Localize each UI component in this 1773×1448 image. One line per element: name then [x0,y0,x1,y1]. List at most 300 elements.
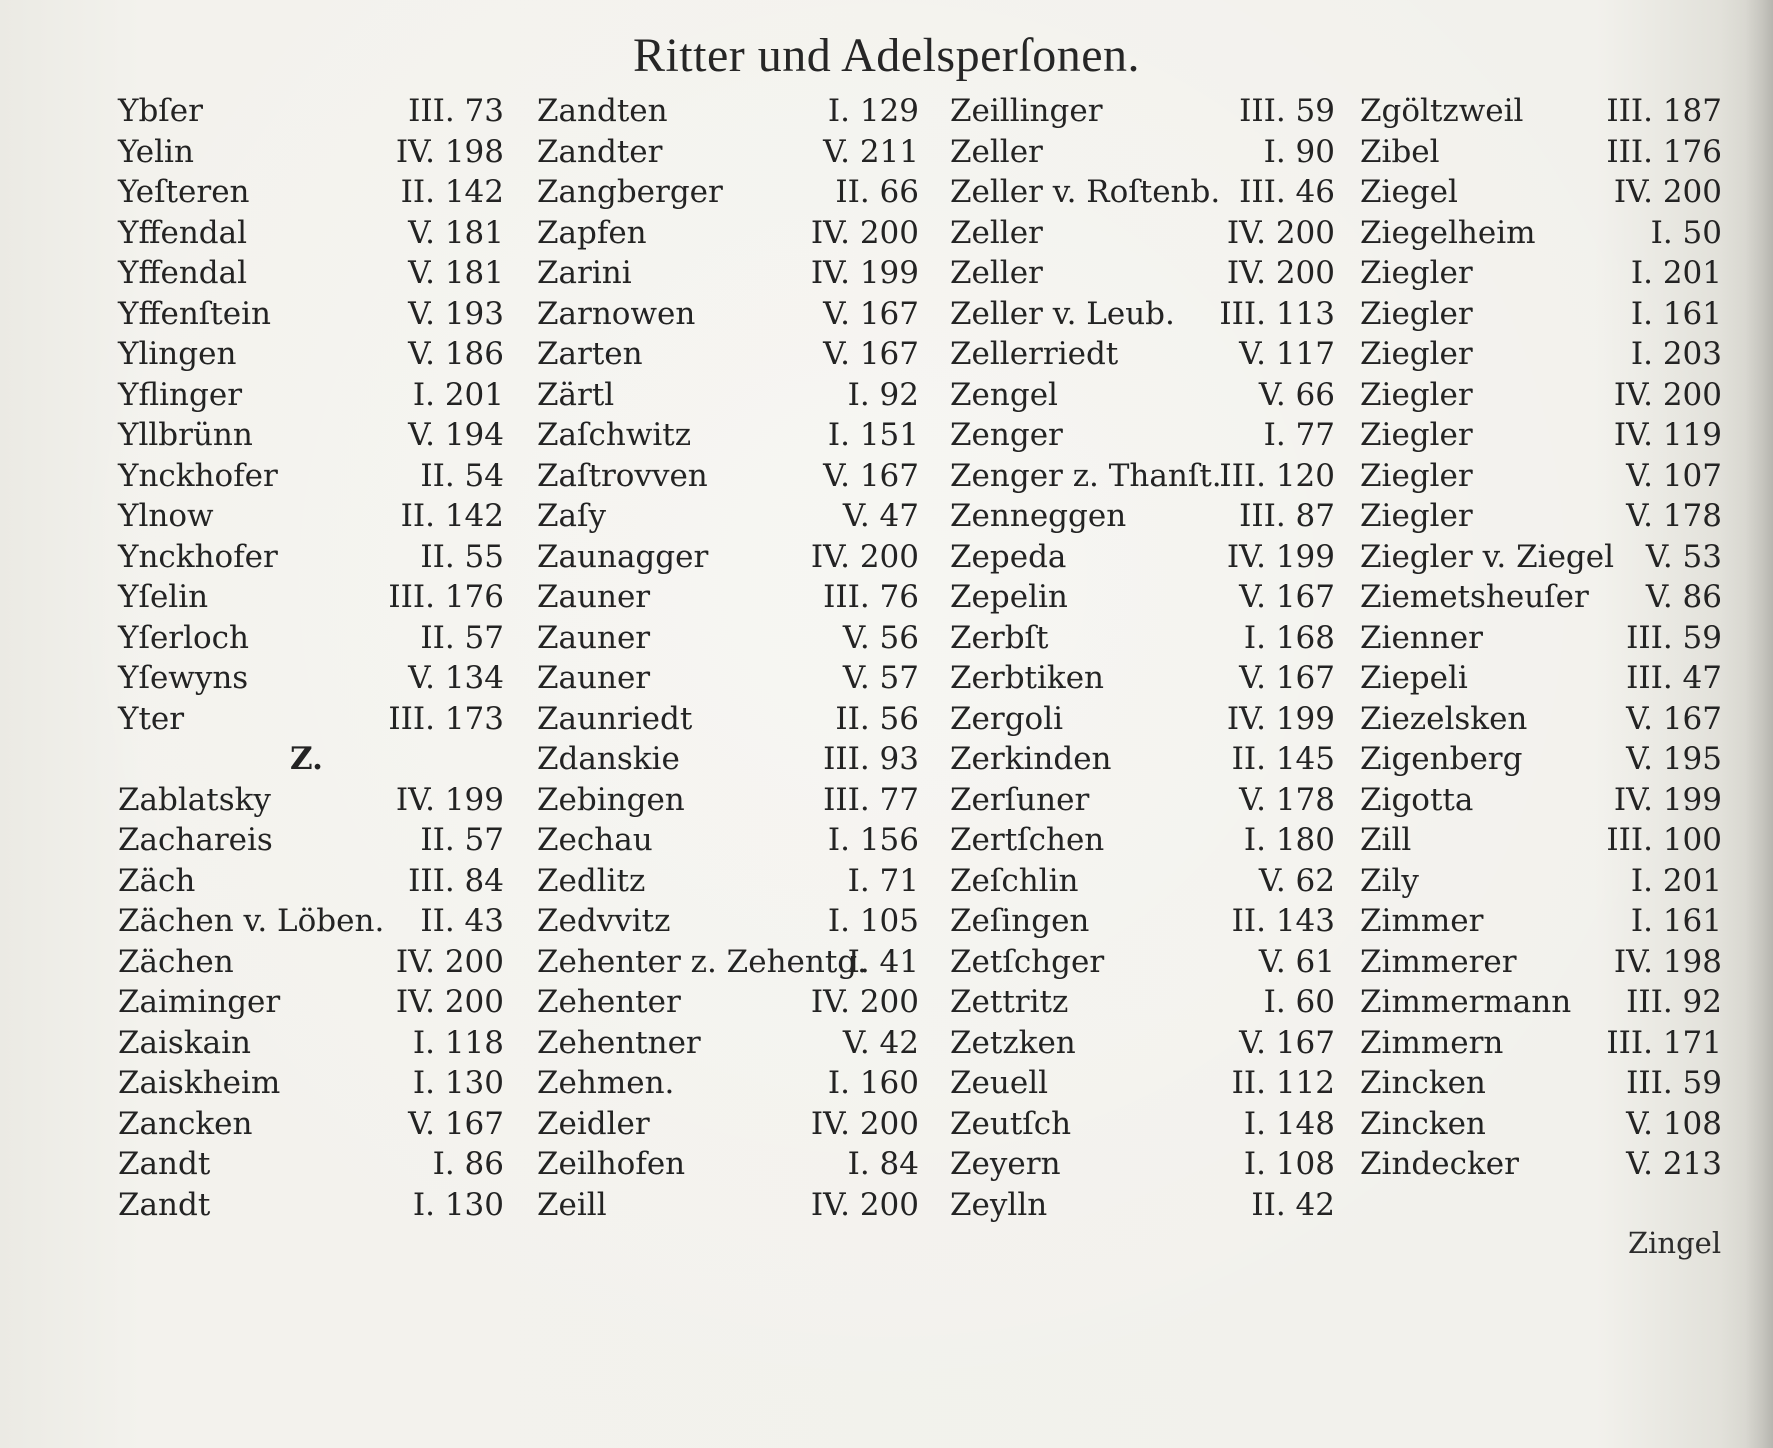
entry-name: Zaiskheim [118,1065,281,1101]
entry-reference: V. 66 [1258,376,1335,413]
entry-name: Zenger z. Thanſt. [950,457,1222,494]
index-entry [1360,942,1722,983]
entry-name: Zetzken [950,1024,1076,1061]
index-entry [1360,658,1722,699]
entry-reference: III. 59 [1626,1065,1722,1101]
index-entry [1360,820,1722,861]
entry-reference: I. 90 [1263,133,1335,170]
index-entry [950,699,1335,740]
entry-reference: IV. 199 [1226,538,1335,575]
entry-name: Zachareis [118,822,273,858]
index-entry [537,618,919,659]
entry-reference: V. 213 [1626,1146,1722,1182]
entry-name: Ziegler [1360,295,1473,332]
entry-reference: V. 178 [1626,498,1722,534]
entry-name: Zedvvitz [537,903,671,939]
entry-reference: IV. 200 [810,984,919,1020]
entry-reference: I. 77 [1263,417,1335,453]
entry-reference: III. 187 [1606,93,1722,129]
entry-name: Ziepeli [1360,660,1468,696]
index-entry [537,1023,919,1064]
index-entry [537,172,919,213]
index-entry [1360,739,1722,780]
entry-reference: V. 62 [1258,862,1335,899]
entry-reference: V. 178 [1239,781,1335,818]
entry-name: Zeller [950,255,1043,291]
entry-name: Zepelin [950,579,1068,615]
entry-name: Zill [1360,822,1412,858]
index-entry [950,375,1335,416]
index-entry [537,375,919,416]
entry-name: Yſerloch [118,619,250,656]
index-entry [537,1185,919,1226]
entry-name: Zeſchlin [950,862,1079,899]
entry-reference: II. 56 [835,700,919,737]
entry-name: Yflinger [118,376,243,413]
entry-name: Zaſtrovven [537,457,708,494]
index-entry [537,213,919,254]
entry-name: Zauner [537,579,651,615]
entry-reference: II. 57 [420,822,504,858]
entry-name: Zehmen. [537,1065,675,1101]
entry-reference: V. 167 [1239,660,1335,696]
index-entry [950,1144,1335,1185]
index-entry [118,618,504,659]
entry-reference: III. 87 [1239,498,1335,534]
entry-reference: IV. 119 [1613,417,1722,453]
index-entry [1360,456,1722,497]
entry-name: Zertſchen [950,822,1105,858]
index-entry [950,901,1335,942]
entry-reference: V. 108 [1626,1105,1722,1142]
index-entry [537,415,919,456]
entry-reference: II. 145 [1231,741,1335,777]
section-letter-label: Z. [290,741,323,777]
index-column-2 [537,91,919,1225]
entry-reference: I. 105 [827,903,919,939]
entry-name: Ylnow [118,498,214,534]
entry-name: Yeſteren [118,174,250,210]
entry-name: Zeyern [950,1146,1061,1182]
entry-name: Zenneggen [950,498,1127,534]
index-entry [537,1104,919,1145]
entry-reference: III. 120 [1219,457,1335,494]
entry-reference: III. 92 [1626,984,1722,1020]
index-entry [950,91,1335,132]
entry-name: Zeidler [537,1105,650,1142]
entry-reference: V. 42 [842,1024,919,1061]
index-entry [950,780,1335,821]
entry-name: Zaiskain [118,1024,251,1061]
entry-reference: I. 41 [847,943,919,980]
page-edge-shadow [1745,0,1773,1448]
entry-name: Zeſingen [950,903,1090,939]
entry-name: Zeller v. Roſtenb. [950,174,1221,210]
index-entry [537,901,919,942]
entry-reference: V. 61 [1258,943,1335,980]
entry-name: Zienner [1360,619,1483,656]
entry-reference: V. 194 [408,417,504,453]
entry-reference: I. 86 [432,1146,504,1182]
entry-reference: V. 211 [823,133,919,170]
entry-name: Zerkinden [950,741,1112,777]
index-entry [537,537,919,578]
index-entry [537,253,919,294]
entry-reference: IV. 199 [1613,781,1722,818]
index-entry [950,172,1335,213]
entry-name: Yffendal [118,255,248,291]
entry-reference: IV. 199 [1226,700,1335,737]
index-entry [1360,699,1722,740]
index-entry [950,334,1335,375]
entry-name: Zärtl [537,376,615,413]
index-entry [950,537,1335,578]
index-entry [1360,496,1722,537]
entry-reference: I. 130 [412,1186,504,1223]
entry-name: Zerbſt [950,619,1049,656]
section-letter [118,739,504,780]
index-entry [118,294,504,335]
entry-name: Zablatsky [118,781,271,818]
entry-reference: V. 86 [1645,579,1722,615]
entry-name: Ziegel [1360,174,1458,210]
entry-name: Zächen [118,943,234,980]
index-entry [1360,91,1722,132]
entry-reference: V. 167 [1626,700,1722,737]
entry-reference: IV. 200 [1226,255,1335,291]
entry-reference: IV. 198 [395,133,504,170]
entry-reference: I. 60 [1263,984,1335,1020]
index-entry [537,1063,919,1104]
index-column-3 [950,91,1335,1225]
index-entry [118,375,504,416]
entry-name: Zehenter [537,984,681,1020]
entry-name: Zarnowen [537,295,696,332]
index-entry [537,982,919,1023]
entry-name: Zäch [118,862,196,899]
index-entry [950,577,1335,618]
entry-reference: I. 148 [1243,1105,1335,1142]
entry-name: Zangberger [537,174,723,210]
entry-reference: III. 77 [823,781,919,818]
index-entry [1360,537,1722,578]
entry-reference: III. 176 [1606,133,1722,170]
entry-reference: III. 173 [388,700,504,737]
entry-name: Zigenberg [1360,741,1523,777]
entry-reference: I. 201 [1630,862,1722,899]
entry-name: Zächen v. Löben. [118,903,385,939]
index-entry [950,1104,1335,1145]
entry-reference: II. 66 [835,174,919,210]
index-entry [118,1023,504,1064]
entry-name: Zeillinger [950,93,1103,129]
entry-reference: IV. 200 [810,1186,919,1223]
entry-reference: II. 57 [420,619,504,656]
index-entry [118,982,504,1023]
index-entry [537,91,919,132]
index-entry [118,942,504,983]
entry-reference: V. 56 [842,619,919,656]
entry-reference: II. 142 [400,174,504,210]
index-entry [950,618,1335,659]
entry-name: Zeylln [950,1186,1048,1223]
entry-reference: I. 161 [1630,295,1722,332]
index-entry [118,537,504,578]
entry-name: Zenger [950,417,1063,453]
entry-reference: IV. 200 [810,538,919,575]
entry-reference: III. 73 [408,93,504,129]
entry-reference: II. 43 [420,903,504,939]
entry-reference: III. 84 [408,862,504,899]
entry-reference: V. 57 [842,660,919,696]
entry-reference: I. 151 [827,417,919,453]
index-entry [1360,1104,1722,1145]
index-entry [1360,982,1722,1023]
index-entry [118,253,504,294]
entry-reference: IV. 199 [395,781,504,818]
entry-name: Zepeda [950,538,1067,575]
entry-name: Ziegler v. Ziegel [1360,538,1615,575]
entry-name: Zeller [950,214,1043,251]
entry-reference: I. 50 [1650,214,1722,251]
entry-reference: III. 47 [1626,660,1722,696]
index-entry [1360,1144,1722,1185]
entry-name: Zergoli [950,700,1064,737]
index-entry [118,172,504,213]
index-entry [537,780,919,821]
entry-reference: V. 186 [408,336,504,372]
page-title: Ritter und Adelsperſonen. [632,29,1141,82]
index-entry [118,861,504,902]
entry-name: Ziezelsken [1360,700,1528,737]
entry-name: Zarten [537,336,643,372]
index-entry [1360,861,1722,902]
index-entry [1360,294,1722,335]
index-entry [537,334,919,375]
entry-name: Zauner [537,660,651,696]
index-entry [118,1063,504,1104]
entry-name: Ylingen [118,336,237,372]
entry-reference: I. 118 [412,1024,504,1061]
entry-reference: V. 167 [823,457,919,494]
index-entry [950,982,1335,1023]
entry-reference: V. 53 [1645,538,1722,575]
entry-reference: IV. 200 [1613,376,1722,413]
entry-name: Yſewyns [118,660,249,696]
index-entry [118,901,504,942]
index-entry [1360,1063,1722,1104]
entry-name: Zdanskie [537,741,680,777]
index-entry [537,820,919,861]
entry-reference: IV. 200 [1613,174,1722,210]
index-entry [118,699,504,740]
entry-reference: V. 47 [842,498,919,534]
index-entry [950,132,1335,173]
entry-reference: IV. 200 [395,943,504,980]
index-entry [950,861,1335,902]
entry-reference: V. 181 [408,255,504,291]
entry-reference: III. 113 [1219,295,1335,332]
entry-reference: III. 100 [1606,822,1722,858]
entry-reference: V. 193 [408,295,504,332]
entry-reference: I. 201 [412,376,504,413]
index-entry [118,456,504,497]
entry-name: Ynckhofer [118,538,278,575]
entry-name: Ziegelheim [1360,214,1536,251]
index-entry [118,780,504,821]
entry-reference: I. 129 [827,93,919,129]
index-entry [118,658,504,699]
index-entry [950,253,1335,294]
entry-reference: III. 76 [823,579,919,615]
entry-reference: I. 156 [827,822,919,858]
entry-reference: I. 71 [847,862,919,899]
entry-reference: V. 181 [408,214,504,251]
entry-name: Zimmermann [1360,984,1572,1020]
entry-name: Ziemetsheuſer [1360,579,1589,615]
index-entry [1360,415,1722,456]
entry-reference: I. 180 [1243,822,1335,858]
entry-name: Zerſuner [950,781,1090,818]
entry-name: Ziegler [1360,417,1473,453]
entry-name: Zandt [118,1186,211,1223]
entry-reference: I. 92 [847,376,919,413]
entry-name: Zebingen [537,781,685,818]
entry-name: Zindecker [1360,1146,1519,1182]
entry-reference: V. 134 [408,660,504,696]
entry-name: Zeller [950,133,1043,170]
entry-reference: V. 167 [408,1105,504,1142]
entry-name: Zeutſch [950,1105,1072,1142]
entry-reference: I. 203 [1630,336,1722,372]
entry-name: Zincken [1360,1065,1486,1101]
index-entry [537,658,919,699]
entry-name: Zetſchger [950,943,1105,980]
entry-name: Yllbrünn [118,417,253,453]
index-entry [537,456,919,497]
entry-name: Zauner [537,619,651,656]
index-entry [950,1185,1335,1226]
index-entry [118,577,504,618]
index-entry [118,91,504,132]
entry-name: Zeuell [950,1065,1049,1101]
entry-name: Zengel [950,376,1058,413]
index-entry [950,415,1335,456]
entry-name: Zimmerer [1360,943,1517,980]
index-entry [950,496,1335,537]
index-entry [950,820,1335,861]
entry-reference: II. 143 [1231,903,1335,939]
entry-name: Zimmern [1360,1024,1504,1061]
entry-reference: IV. 199 [810,255,919,291]
entry-reference: II. 55 [420,538,504,575]
index-entry [1360,1023,1722,1064]
entry-name: Zaunriedt [537,700,693,737]
index-entry [950,658,1335,699]
entry-name: Ziegler [1360,255,1473,291]
index-entry [118,415,504,456]
index-entry [118,1185,504,1226]
index-entry [1360,172,1722,213]
index-entry [1360,334,1722,375]
entry-reference: III. 93 [823,741,919,777]
entry-name: Zandter [537,133,663,170]
index-entry [950,942,1335,983]
entry-reference: IV. 200 [810,1105,919,1142]
entry-name: Ziegler [1360,457,1473,494]
index-entry [950,213,1335,254]
entry-name: Yſelin [118,579,209,615]
entry-reference: III. 171 [1606,1024,1722,1061]
index-column-1 [118,91,504,1225]
index-entry [537,942,919,983]
entry-name: Zibel [1360,133,1440,170]
entry-name: Ziegler [1360,498,1473,534]
entry-name: Zaſy [537,498,607,534]
entry-reference: V. 167 [1239,1024,1335,1061]
entry-name: Ziegler [1360,336,1473,372]
entry-name: Zechau [537,822,653,858]
entry-name: Zandten [537,93,668,129]
index-entry [118,820,504,861]
index-column-4 [1360,91,1722,1185]
entry-reference: V. 167 [823,336,919,372]
entry-name: Zincken [1360,1105,1486,1142]
entry-name: Yffendal [118,214,248,251]
entry-reference: II. 142 [400,498,504,534]
index-entry [950,456,1335,497]
index-entry [1360,618,1722,659]
entry-reference: II. 112 [1231,1065,1335,1101]
index-entry [1360,253,1722,294]
index-entry [537,1144,919,1185]
entry-reference: I. 161 [1630,903,1722,939]
entry-name: Zeller v. Leub. [950,295,1175,332]
entry-reference: I. 130 [412,1065,504,1101]
index-entry [537,699,919,740]
entry-reference: IV. 198 [1613,943,1722,980]
entry-reference: I. 160 [827,1065,919,1101]
entry-name: Zapfen [537,214,647,251]
entry-reference: V. 117 [1239,336,1335,372]
entry-name: Zarini [537,255,632,291]
entry-reference: III. 59 [1626,619,1722,656]
index-entry [1360,577,1722,618]
entry-name: Zeill [537,1186,607,1223]
entry-name: Zancken [118,1105,253,1142]
index-entry [537,577,919,618]
entry-name: Zily [1360,862,1419,899]
entry-name: Zehenter z. Zehentg. [537,943,867,980]
entry-name: Zedlitz [537,862,646,899]
entry-name: Yffenſtein [118,295,271,332]
entry-name: Zaunagger [537,538,709,575]
index-entry [950,1023,1335,1064]
entry-reference: III. 46 [1239,174,1335,210]
entry-reference: II. 42 [1251,1186,1335,1223]
entry-reference: V. 195 [1626,741,1722,777]
index-entry [1360,901,1722,942]
entry-reference: IV. 200 [810,214,919,251]
index-entry [118,1144,504,1185]
entry-name: Zimmer [1360,903,1484,939]
index-entry [950,294,1335,335]
entry-reference: IV. 200 [1226,214,1335,251]
entry-name: Yelin [118,133,194,170]
entry-reference: I. 108 [1243,1146,1335,1182]
entry-reference: V. 107 [1626,457,1722,494]
index-entry [118,1104,504,1145]
